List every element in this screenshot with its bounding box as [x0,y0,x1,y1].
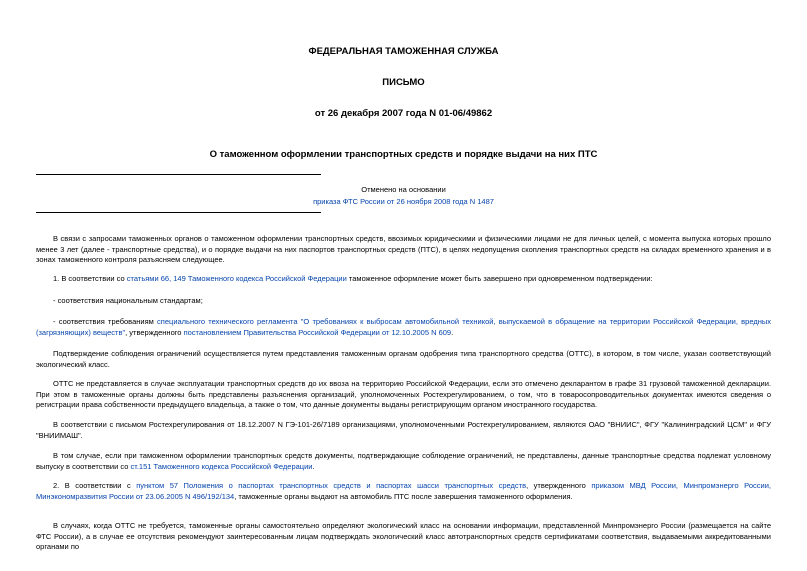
agency-heading: ФЕДЕРАЛЬНАЯ ТАМОЖЕННАЯ СЛУЖБА [308,46,499,57]
divider-top [36,174,321,175]
tk-articles-66-149-link[interactable]: статьями 66, 149 Таможенного кодекса Российской Федерации [126,274,347,283]
government-decree-609-link[interactable]: постановлением Правительства Российской Федерации от 12.10.2005 N 609 [183,327,452,337]
paragraph-otts-exception: ОТТС не представляется в случае эксплуатации транспортных средств до их ввоза на территорию Российской Федерации, если это отмечено декларантом в графе 31 грузовой таможенной декларации. При этом в таможенные органы должны быть представлены разъяснения организаций, уполномоченных Ростехрегулированием, о том, что в товаросопроводительных документах имеются сведения о регистрации права собственности предыдущего владельца, а также о том, что данные документы выданы регистрирующим органом иностранного государства. [36,379,771,410]
paragraph-conditional-text: В том случае, если при таможенном оформлении транспортных средств документы, подтверждающие соблюдение ограничений, не представлены, данные транспортные средства подлежат условному выпуску в соответствии со [36,451,771,471]
paragraph-1 [36,274,771,285]
document-date-number: от 26 декабря 2007 года N 01-06/49862 [314,108,493,119]
repeal-note: Отменено на основании [361,185,446,194]
paragraph-conditional-release [36,451,771,472]
paragraph-otts: Подтверждение соблюдения ограничений осуществляется путем представления таможенным органам одобрения типа транспортного средства (ОТТС), в котором, в том числе, указан соответствующий экологический класс. [36,349,771,369]
document-type: ПИСЬМО [382,77,425,88]
paragraph-national-standards: - соответствия национальным стандартам; [53,296,203,305]
tk-article-151-link[interactable]: ст.151 Таможенного кодекса Российской Федерации [130,461,313,471]
divider-bottom [36,212,321,213]
paragraph-conditional-text-end: . [312,461,315,471]
paragraph-eco-class: В случаях, когда ОТТС не требуется, таможенные органы самостоятельно определяют экологический класс на основании информации, представленной Минпромэнерго России (размещается на сайте ФТС России), а в случае ее отсутствия рекомендуют заинтересованным лицам подтверждать экологический класс автотранспортных средств сертификатами соответствия, выдаваемыми аккредитованными органами по [36,521,771,552]
paragraph-intro: В связи с запросами таможенных органов о таможенном оформлении транспортных средств, ввозимых юридическими и физическими лицами не для личных целей, с момента выпуска которых прошло менее 3 лет (далее - транспортные средства), и о порядке выдачи на них паспортов транспортных средств (ПТС), в целях недопущения скопления транспортных средств на складах временного хранения и в зонах таможенного контроля разъясняем следующее. [36,234,771,265]
repeal-order-link[interactable]: приказа ФТС России от 26 ноября 2008 года N 1487 [313,197,494,206]
paragraph-rostekh-letter: В соответствии с письмом Ростехрегулирования от 18.12.2007 N ГЭ-101-26/7189 организациями, уполномоченными Ростехрегулированием, являются ОАО "ВНИИС", ФГУ "Калининградский ЦСМ" и ФГУ "ВНИИМАШ". [36,420,771,440]
paragraph-tech-text-mid: , утвержденного [125,327,184,337]
paragraph-1-text: 1. В соответствии со [53,274,127,283]
paragraph-1-text-end: таможенное оформление может быть завершено при одновременном подтверждении: [346,274,653,283]
tech-regulation-link[interactable]: специального технического регламента "О требованиях к выбросам автомобильной техникой, выпускаемой в обращение на территории Российской Федерации, вредных (загрязняющих) веществ" [36,317,771,337]
document-title: О таможенном оформлении транспортных средств и порядке выдачи на них ПТС [209,149,598,160]
paragraph-2-text: 2. В соответствии с [53,481,137,490]
mvd-order-496-link[interactable]: приказом МВД России, Минпромэнерго России, Минэкономразвития России от 23.06.2005 N 496/192/134 [36,481,771,501]
paragraph-tech-text: - соответствия требованиям [53,317,158,326]
pts-regulation-item-57-link[interactable]: пунктом 57 Положения о паспортах транспортных средств и паспортах шасси транспортных средств [136,481,527,490]
repeal-link-line [200,197,607,206]
paragraph-tech-text-end: . [451,327,454,337]
paragraph-tech-regulation [36,317,771,338]
paragraph-2-text-end: , таможенные органы выдают на автомобиль ПТС после завершения таможенного оформления. [234,491,573,501]
paragraph-2 [36,481,771,502]
paragraph-2-text-mid: , утвержденного [526,481,592,490]
